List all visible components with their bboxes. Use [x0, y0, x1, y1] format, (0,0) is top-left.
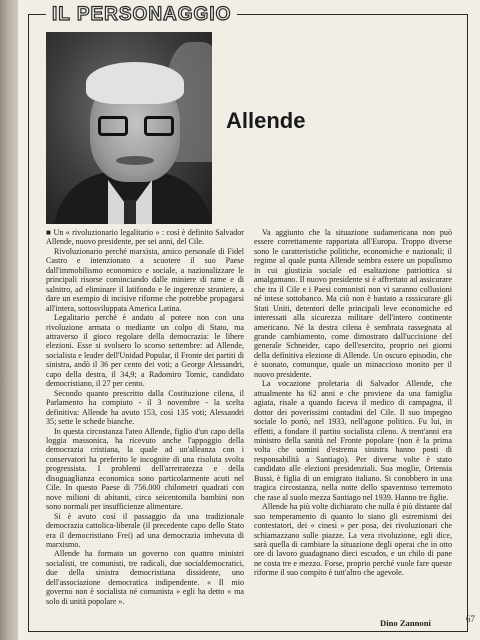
paragraph: La vocazione proletaria di Salvador Allende, che attualmente ha 62 anni e che proviene da una famiglia agiata, risale a quando faceva il medico di campagna, il dottor dei poverissimi contadini del Cile. Il suo impegno sociale lo portò, nel 1933, nell'agone politico. Fu lui, in effetti, a fondare il partito socialista cileno. A trent'anni era ministro della sanità nel Fronte popolare (non è la prima volta che uomini d'estrema sinistra hanno posti di responsabilità a Santiago). Per diverse volte è stato candidato alle elezioni presidenziali. Sua moglie, Ortensia Bussi, è figlia di un emigrato italiano. Si conobbero in una tragica circostanza, nella notte dello spaventoso terremoto che rase al suolo mezza Santiago nel 1939. Hanno tre figlie.	[254, 379, 452, 502]
paragraph: Allende ha formato un governo con quattro ministri socialisti, tre comunisti, tre radicali, due socialdemocratici, due della sinistra democristiana dissidente, uno dell'associazione democratica indipendente. « Il mio governo non è socialista né comunista » egli ha detto « ma solo di unità popolare ».	[46, 549, 244, 606]
paragraph: ■ Un « rivoluzionario legalitario » : così è definito Salvador Allende, nuovo presidente, per sei anni, del Cile.	[46, 228, 244, 247]
author-signature: Dino Zannoni	[380, 618, 431, 628]
photo-hair	[86, 62, 184, 104]
left-column	[46, 228, 244, 608]
portrait-photo	[46, 32, 212, 224]
paragraph: Va aggiunto che la situazione sudamericana non può essere correttamente rapportata all'Europa. Troppo diverse sono le caratteristiche politiche, economiche e nazionali; il regime al quale punta Allende sembra essere un populismo in cui giustizia sociale ed esaltazione patriottica si amalgamano. Il nuovo presidente si è affrettato ad assicurare che tra il Cile e i Paesi comunisti non vi saranno collusioni né intese sottobanco. Ma ciò non è bastato a rassicurare gli Stati Uniti, detentori delle principali leve economiche ed interessati alla sicurezza militare dell'intero continente americano. Né la destra cilena è sembrata rassegnata al grande cambiamento, come dimostrato dall'uccisione del generale Schneider, capo dell'esercito, proprio nei giorni della definitiva elezione di Allende. Un oscuro episodio, che è suonato, comunque, quale un minaccioso monito per il nuovo presidente.	[254, 228, 452, 379]
page-number: 67	[466, 614, 475, 624]
glasses-icon	[98, 116, 174, 138]
article-headline: Allende	[226, 108, 306, 133]
paragraph: In questa circostanza l'ateo Allende, figlio d'un capo della loggia massonica, ha ricevuto anche l'appoggio della democrazia cristiana, la quale ad un'alleanza con i conservatori ha preferito le incognite di una risoluta svolta progressista. I problemi dell'arretratezza e della disuguaglianza economica sono particolarmente acuti nel Cile. In questo Paese di 756.000 chilometri quadrati con nove milioni di abitanti, circa seicentomila bambini non sono normali per insufficienze alimentare.	[46, 426, 244, 512]
paragraph: Rivoluzionario perché marxista, amico personale di Fidel Castro e intenzionato a scuotere il suo Paese dall'immobilismo economico e sociale, a nazionalizzare le principali risorse cominciando dalle miniere di rame e di salnitro, ad eliminare il latifondo e le ingerenze straniere, a dare un esempio di incisive riforme che potrebbe propagarsi all'intera, sottosviluppata America Latina.	[46, 246, 244, 313]
paragraph: Secondo quanto prescritto dalla Costituzione cilena, il Parlamento ha compiuto - il 3 novembre - la scelta definitiva: Allende ha avuto 153, così 135 voti; Alessandri 35; sette le schede bianche.	[46, 388, 244, 427]
paragraph: Si è avuto così il passaggio da una tradizionale democrazia cattolica-liberale (il precedente capo dello Stato era il democristiano Frei) ad una democrazia imbevuta di marxismo.	[46, 511, 244, 549]
photo-moustache	[116, 156, 154, 165]
right-column	[254, 228, 452, 608]
photo-tie	[124, 200, 136, 224]
paragraph: Legalitario perché è andato al potere non con una rivoluzione armata o mediante un colpo di Stato, ma attraverso il gioco regolare della democrazia: le libere elezioni. Esse si svolsero lo scorso settembre: ad Allende, socialista e leader dell'Unidad Popular, il Fronte dei partiti di sinistra, andò il 36 per cento dei voti; a George Alessandri, capo della destra, il 34,9; a Radomiro Tomic, candidato democristiano, il 27 per cento.	[46, 313, 244, 389]
section-kicker: IL PERSONAGGIO	[46, 4, 237, 26]
paragraph: Allende ha più volte dichiarato che nulla è più distante dal suo temperamento di quanto lo siano gli estremismi dei contestatori, dei « cinesi » per posa, dei rivoluzionari che schiamazzano sulle piazze. La vera rivoluzione, egli dice, sarà quella di cambiare la situazione degli operai che in otto ore di lavoro guadagnano dieci escudos, e un chilo di pane ne costa tre e mezzo. Forse, proprio perché vuole fare queste riforme il suo compito è tutt'altro che agevole.	[254, 502, 452, 578]
